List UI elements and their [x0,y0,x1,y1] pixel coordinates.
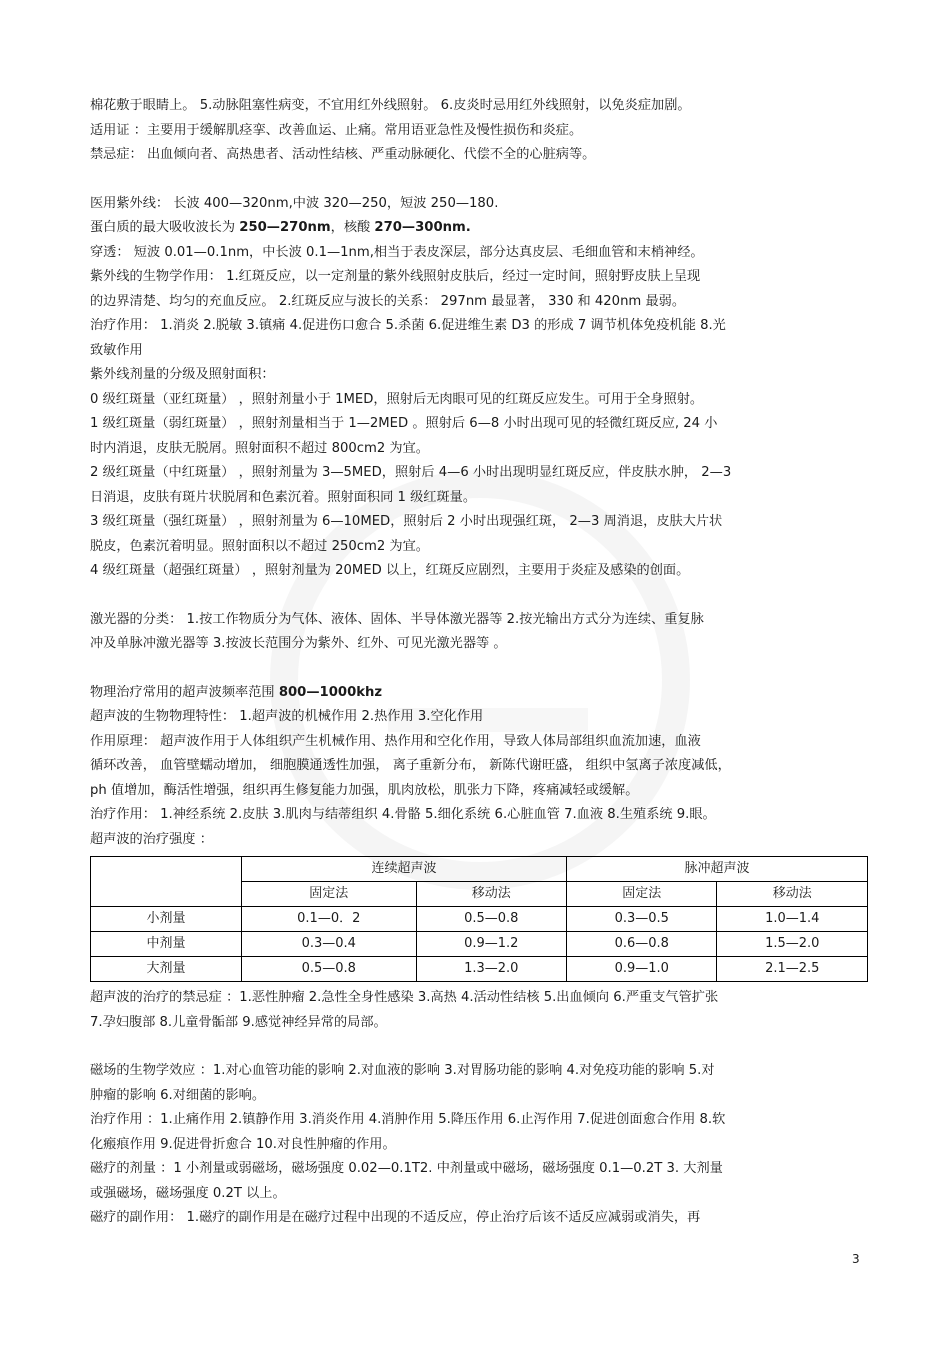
table-cell: 0.9—1.2 [416,932,566,957]
table-subheader-cell: 移动法 [416,882,566,907]
table-row-label: 小剂量 [91,907,242,932]
text-line: 致敏作用 [90,342,143,358]
text-line: 紫外线的生物学作用： 1.红斑反应，以一定剂量的紫外线照射皮肤后，经过一定时间，照射野皮肤上呈现 [90,269,701,284]
page-number: 3 [852,1252,860,1266]
text-line: 医用紫外线： 长波 400—320nm,中波 320—250，短波 250—180. [90,195,499,211]
table-cell: 0.3—0.4 [242,932,417,957]
text-line: 7.孕妇腹部 8.儿童骨骺部 9.感觉神经异常的局部。 [90,1014,387,1030]
table-subheader-cell: 固定法 [242,882,417,907]
table-cell: 1.0—1.4 [717,907,868,932]
text-line: 作用原理： 超声波作用于人体组织产生机械作用、热作用和空化作用，导致人体局部组织血流加速，血液 [90,733,701,749]
text-line: 时内消退，皮肤无脱屑。照射面积不超过 800cm2 为宜。 [90,440,429,456]
text-line: 紫外线剂量的分级及照射面积： [90,367,275,382]
table-row [91,957,868,982]
table-subheader-cell: 移动法 [717,882,868,907]
table-cell: 0.3—0.5 [567,907,717,932]
table-cell: 0.5—0.8 [416,907,566,932]
ultrasound-intensity-table [90,856,868,982]
table-cell: 0.9—1.0 [567,957,717,982]
text-line: 物理治疗常用的超声波频率范围 800—1000khz [90,684,383,700]
table-cell: 0.6—0.8 [567,932,717,957]
text-line: 2 级红斑量（中红斑量） ，照射剂量为 3—5MED，照射后 4—6 小时出现明显红斑反应，伴皮肤水肿， 2—3 [90,465,732,480]
text-line: 超声波的治疗强度 ： [90,831,213,847]
text-line: 肿瘤的影响 6.对细菌的影响。 [90,1087,266,1103]
text-line: 治疗作用： 1.消炎 2.脱敏 3.镇痛 4.促进伤口愈合 5.杀菌 6.促进维生素 D3 的形成 7 调节机体免疫机能 8.光 [90,318,726,333]
text-line: 1 级红斑量（弱红斑量） ，照射剂量相当于 1—2MED 。照射后 6—8 小时出现可见的轻微红斑反应, 24 小 [90,416,718,431]
table-cell: 0.1—0．2 [242,907,417,932]
text-line: 适用证 ：主要用于缓解肌痉挛、改善血运、止痛。常用语亚急性及慢性损伤和炎症。 [90,122,583,138]
table-row-label: 大剂量 [91,957,242,982]
text-line: 或强磁场，磁场强度 0.2T 以上。 [90,1185,286,1201]
table-header-row [91,857,868,882]
text-line: 的边界清楚、均匀的充血反应。 2.红斑反应与波长的关系： 297nm 最显著， 330 和 420nm 最弱。 [90,293,686,309]
table-cell: 0.5—0.8 [242,957,417,982]
table-row [91,907,868,932]
table-row-label: 中剂量 [91,932,242,957]
text-line: 超声波的生物物理特性： 1.超声波的机械作用 2.热作用 3.空化作用 [90,709,484,724]
text-line: 冲及单脉冲激光器等 3.按波长范围分为紫外、红外、可见光激光器等 。 [90,636,507,651]
table-header-continuous: 连续超声波 [242,857,567,882]
table-corner-cell [91,857,242,907]
text-line: 4 级红斑量（超强红斑量） ，照射剂量为 20MED 以上，红斑反应剧烈，主要用于炎症及感染的创面。 [90,563,690,578]
text-line: 治疗作用 ：1.止痛作用 2.镇静作用 3.消炎作用 4.消肿作用 5.降压作用 6.止泻作用 7.促进创面愈合作用 8.软 [90,1112,726,1127]
text-line: 0 级红斑量（亚红斑量） ，照射剂量小于 1MED，照射后无肉眼可见的红斑反应发生。可用于全身照射。 [90,391,704,407]
text-line: 3 级红斑量（强红斑量） ，照射剂量为 6—10MED，照射后 2 小时出现强红斑， 2—3 周消退，皮肤大片状 [90,514,723,529]
text-line: 禁忌症： 出血倾向者、高热患者、活动性结核、严重动脉硬化、代偿不全的心脏病等。 [90,147,596,162]
table-subheader-cell: 固定法 [567,882,717,907]
text-line: 蛋白质的最大吸收波长为 250—270nm，核酸 270—300nm. [90,220,471,235]
text-line: ph 值增加，酶活性增强，组织再生修复能力加强，肌肉放松，肌张力下降，疼痛减轻或缓解。 [90,782,639,798]
text-line: 治疗作用： 1.神经系统 2.皮肤 3.肌肉与结蒂组织 4.骨骼 5.细化系统 6.心脏血管 7.血液 8.生殖系统 9.眼。 [90,807,716,822]
text-line: 磁疗的剂量 ：1 小剂量或弱磁场，磁场强度 0.02—0.1T2. 中剂量或中磁场，磁场强度 0.1—0.2T 3. 大剂量 [90,1161,723,1176]
text-line: 磁疗的副作用： 1.磁疗的副作用是在磁疗过程中出现的不适反应，停止治疗后该不适反应减弱或消失，再 [90,1210,701,1225]
text-line: 穿透： 短波 0.01—0.1nm，中长波 0.1—1nm,相当于表皮深层，部分达真皮层、毛细血管和末梢神经。 [90,244,704,260]
table-cell: 1.5—2.0 [717,932,868,957]
text-line: 磁场的生物学效应 ：1.对心血管功能的影响 2.对血液的影响 3.对胃肠功能的影响 4.对免疫功能的影响 5.对 [90,1063,715,1078]
document-body [90,94,862,1231]
text-line: 激光器的分类： 1.按工作物质分为气体、液体、固体、半导体激光器等 2.按光输出方式分为连续、重复脉 [90,611,704,627]
table-cell: 2.1—2.5 [717,957,868,982]
text-line: 化瘢痕作用 9.促进骨折愈合 10.对良性肿瘤的作用。 [90,1136,396,1152]
text-line: 循环改善， 血管壁蠕动增加， 细胞膜通透性加强， 离子重新分布， 新陈代谢旺盛， 组织中氢离子浓度减低， [90,758,731,773]
table-header-pulse: 脉冲超声波 [567,857,868,882]
text-line: 日消退，皮肤有斑片状脱屑和色素沉着。照射面积同 1 级红斑量。 [90,489,477,505]
text-line: 脱皮，色素沉着明显。照射面积以不超过 250cm2 为宜。 [90,538,429,554]
table-cell: 1.3—2.0 [416,957,566,982]
table-row [91,932,868,957]
text-line: 棉花敷于眼睛上。 5.动脉阻塞性病变，不宜用红外线照射。 6.皮炎时忌用红外线照射，以免炎症加剧。 [90,98,691,113]
text-line: 超声波的治疗的禁忌症 ：1.恶性肿瘤 2.急性全身性感染 3.高热 4.活动性结核 5.出血倾向 6.严重支气管扩张 [90,990,719,1005]
